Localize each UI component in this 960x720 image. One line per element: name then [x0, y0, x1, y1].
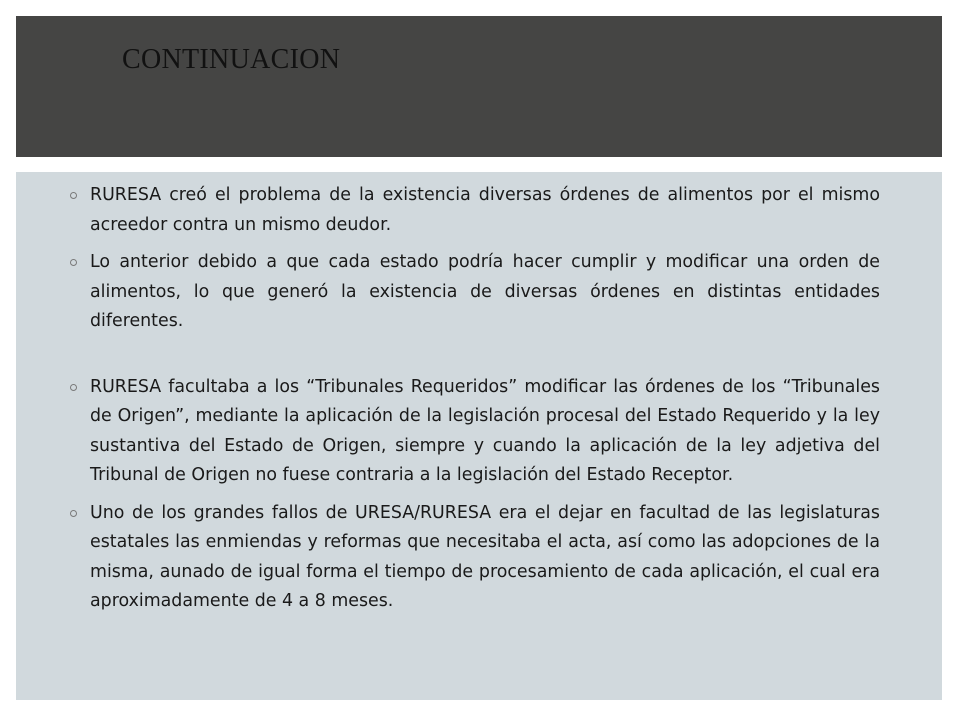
- hollow-circle-bullet-icon: [70, 510, 77, 517]
- bullet-list: [70, 181, 880, 625]
- bullet-item: [70, 181, 880, 240]
- bullet-text: RURESA creó el problema de la existencia diversas órdenes de alimentos por el mismo acreedor contra un mismo deudor.: [90, 185, 880, 235]
- hollow-circle-bullet-icon: [70, 384, 77, 391]
- bullet-item: [70, 248, 880, 337]
- bullet-text: RURESA facultaba a los “Tribunales Requeridos” modificar las órdenes de los “Tribunales de Origen”, mediante la aplicación de la legislación procesal del Estado Requerido y la ley sustantiva del Estado de Origen, siempre y cuando la aplicación de la ley adjetiva del Tribunal de Origen no fuese contraria a la legislación del Estado Receptor.: [90, 376, 880, 485]
- bullet-item: [70, 373, 880, 491]
- content-panel: [16, 172, 942, 700]
- hollow-circle-bullet-icon: [70, 259, 77, 266]
- hollow-circle-bullet-icon: [70, 192, 77, 199]
- bullet-item: [70, 499, 880, 617]
- bullet-text: Uno de los grandes fallos de URESA/RURESA era el dejar en facultad de las legislaturas estatales las enmiendas y reformas que necesitaba el acta, así como las adopciones de la misma, aunado de igual forma el tiempo de procesamiento de cada aplicación, el cual era aproximadamente de 4 a 8 meses.: [90, 502, 880, 611]
- slide-title: CONTINUACION: [122, 44, 341, 75]
- bullet-text: Lo anterior debido a que cada estado podría hacer cumplir y modificar una orden de alimentos, lo que generó la existencia de diversas órdenes en distintas entidades diferentes.: [90, 252, 880, 331]
- title-banner: [16, 16, 942, 157]
